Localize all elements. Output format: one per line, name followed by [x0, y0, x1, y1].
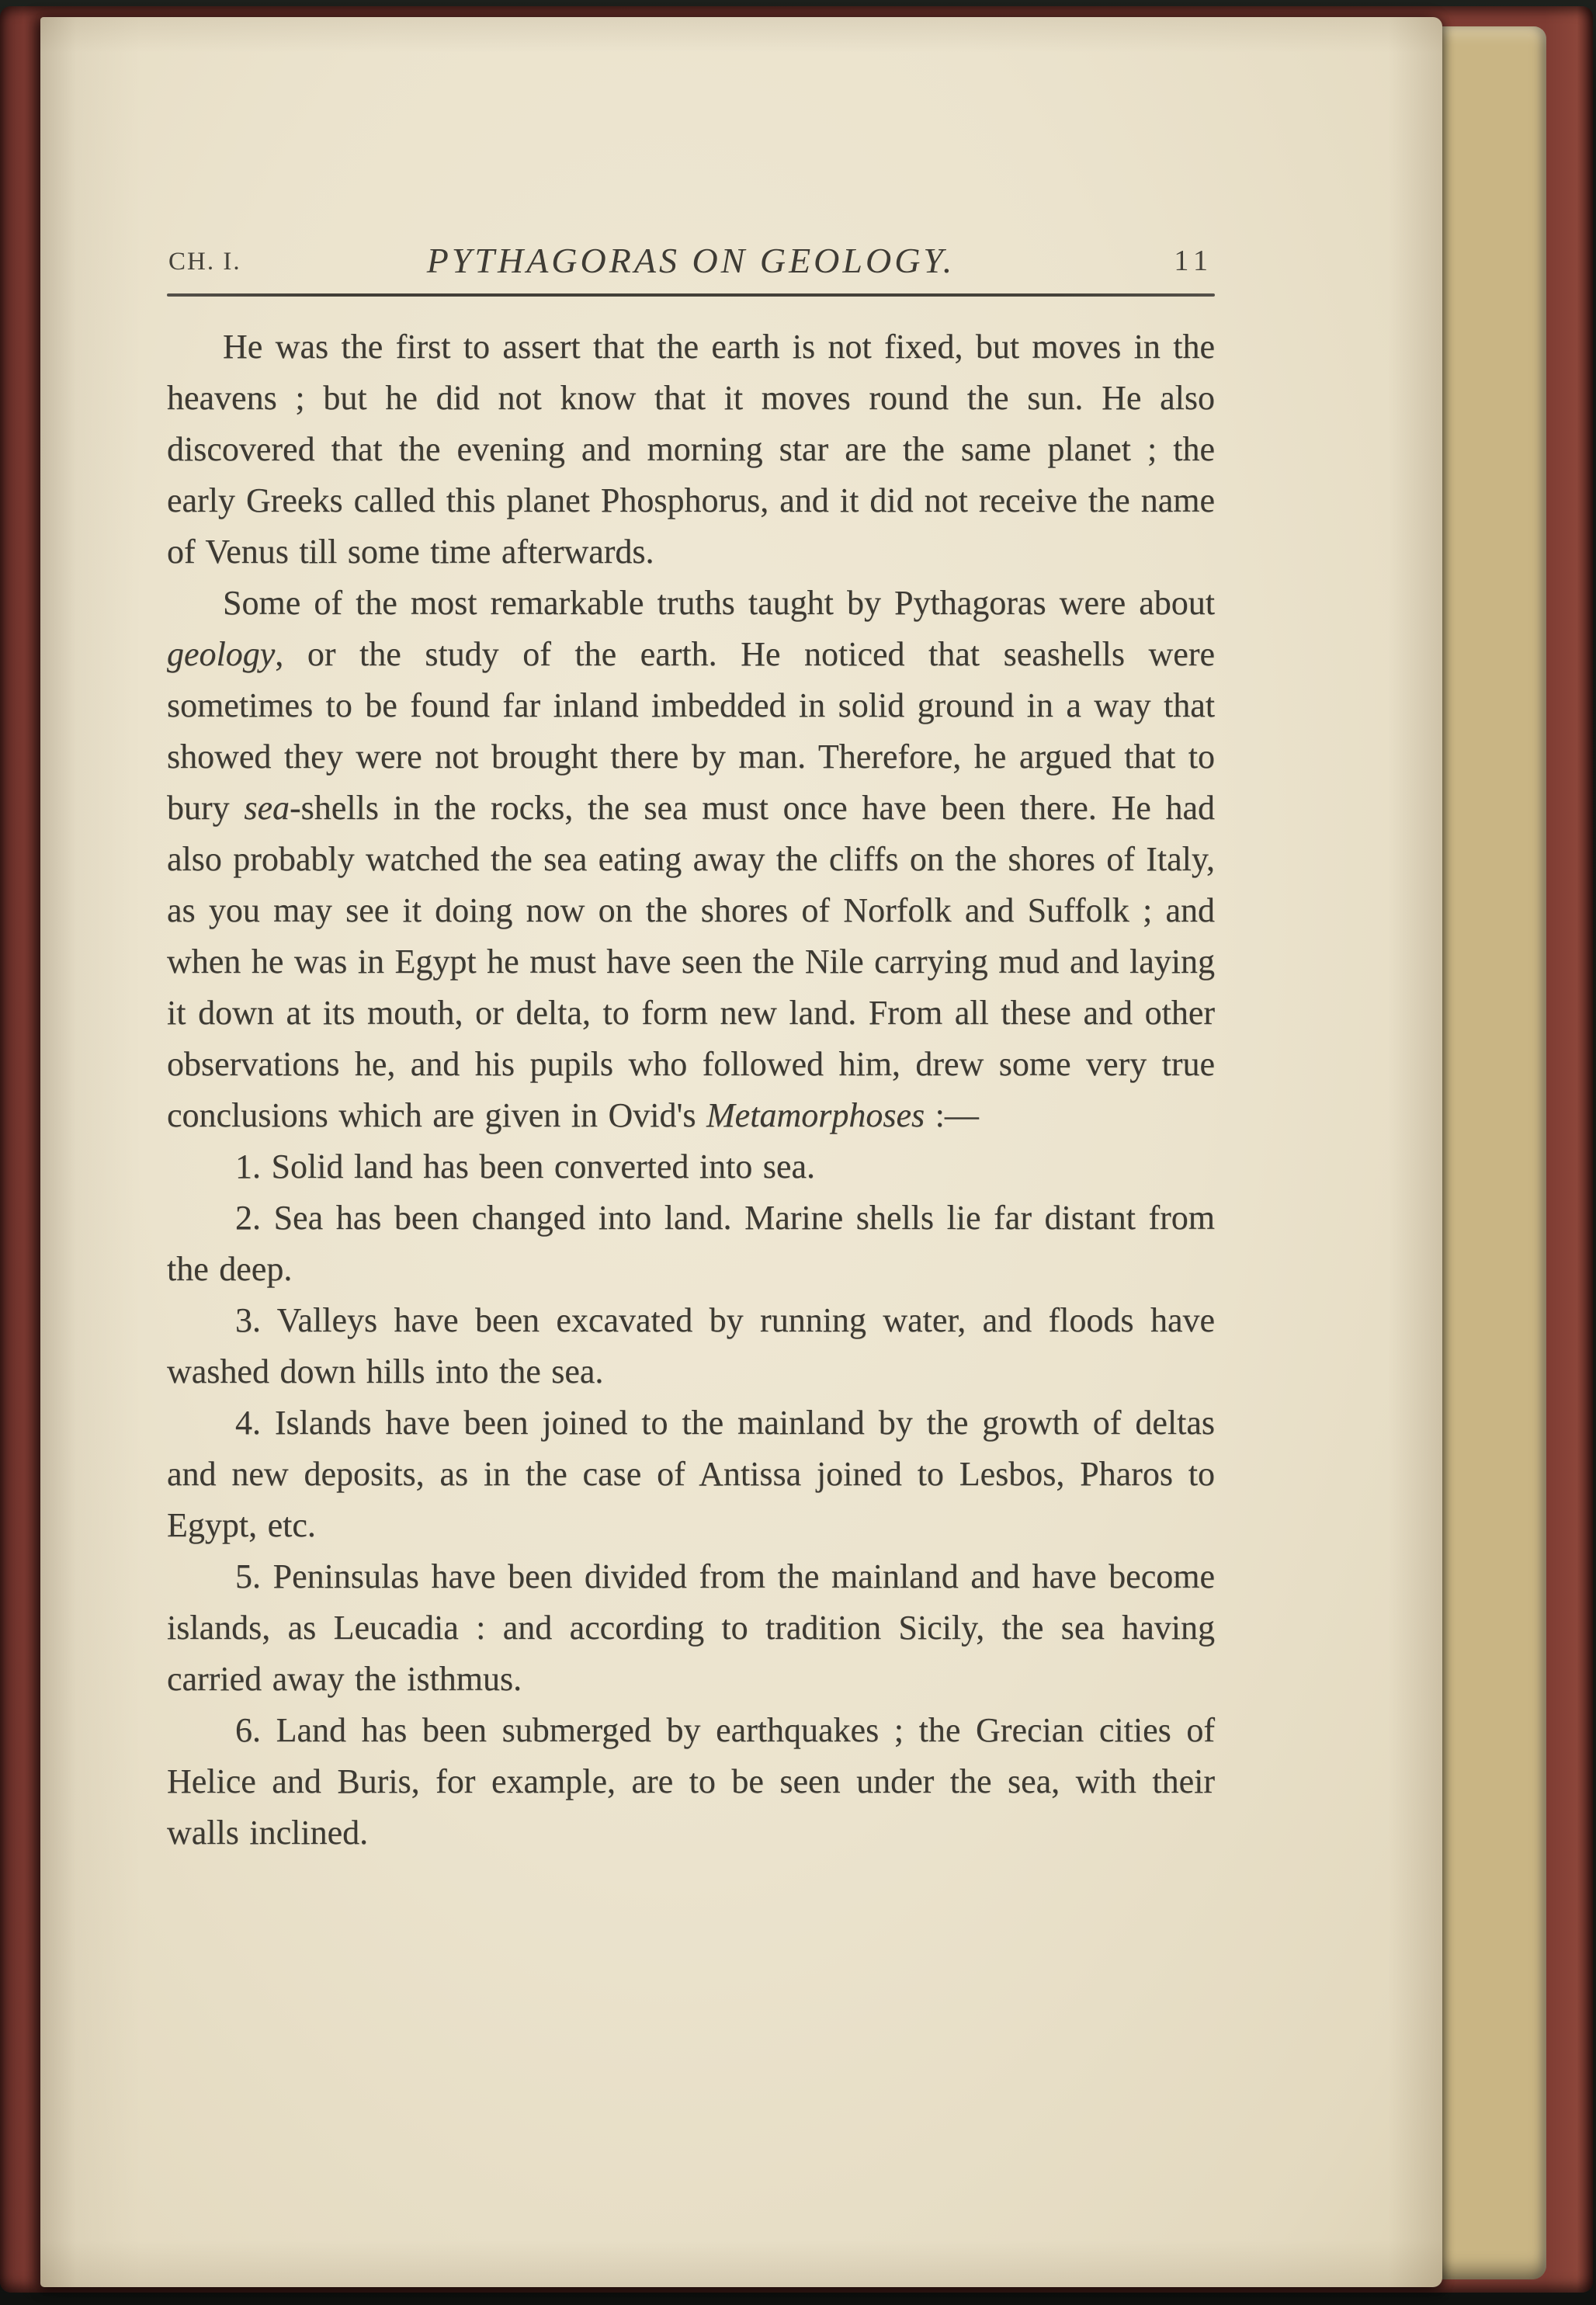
numbered-paragraph: [167, 1192, 1215, 1295]
numbered-paragraph: [167, 1397, 1215, 1551]
text-run: , or the study of the earth. He noticed that seashells were sometimes to be found far inland imbedded in solid ground in a way that showed they were not brought there by man. Therefore, he argued that to bury: [167, 635, 1215, 827]
text-run: 2. Sea has been changed into land. Marine shells lie far distant from the deep.: [167, 1199, 1215, 1288]
page-edges: [1430, 26, 1546, 2279]
text-run: 4. Islands have been joined to the mainland by the growth of deltas and new deposits, as in the case of Antissa joined to Lesbos, Pharos to Egypt, etc.: [167, 1404, 1215, 1544]
text-run: 6. Land has been submerged by earthquakes ; the Grecian cities of Helice and Buris, for example, are to be seen under the sea, with their walls inclined.: [167, 1711, 1215, 1852]
text-run: He was the first to assert that the earth is not fixed, but moves in the heavens ; but he did not know that it moves round the sun. He also discovered that the evening and morning star are the same planet ; the early Greeks called this planet Phosphorus, and it did not receive the name of Venus till some time afterwards.: [167, 328, 1215, 571]
text-run: Some of the most remarkable truths taught by Pythagoras were about: [223, 584, 1215, 622]
numbered-paragraph: [167, 1551, 1215, 1705]
text-run: :—: [925, 1096, 979, 1134]
page-header: [167, 230, 1215, 281]
paragraph: [167, 321, 1215, 578]
paragraph: [167, 578, 1215, 1141]
italic-text: sea: [244, 789, 290, 827]
book-page: [40, 17, 1442, 2287]
chapter-label: CH. I.: [168, 248, 241, 276]
page-number: 11: [1174, 245, 1213, 277]
numbered-paragraph: [167, 1295, 1215, 1397]
text-run: 5. Peninsulas have been divided from the mainland and have become islands, as Leucadia : and according to tradition Sicily, the sea having carried away the isthmus.: [167, 1557, 1215, 1698]
italic-text: geology: [167, 635, 276, 673]
page-body: [167, 321, 1215, 1859]
text-run: 3. Valleys have been excavated by running water, and floods have washed down hills into the sea.: [167, 1301, 1215, 1390]
header-rule: [167, 293, 1215, 297]
text-run: 1. Solid land has been converted into sea.: [235, 1147, 815, 1185]
running-title: PYTHAGORAS ON GEOLOGY.: [426, 241, 956, 280]
numbered-paragraph: [167, 1141, 1215, 1192]
page-content: [167, 230, 1215, 1859]
numbered-paragraph: [167, 1705, 1215, 1859]
italic-text: Metamorphoses: [706, 1096, 925, 1134]
text-run: -shells in the rocks, the sea must once have been there. He had also probably watched the sea eating away the cliffs on the shores of Italy, as you may see it doing now on the shores of Norfolk and Suffolk ; and when he was in Egypt he must have seen the Nile carrying mud and laying it down at its mouth, or delta, to form new land. From all these and other observations he, and his pupils who followed him, drew some very true conclusions which are given in Ovid's: [167, 789, 1215, 1134]
